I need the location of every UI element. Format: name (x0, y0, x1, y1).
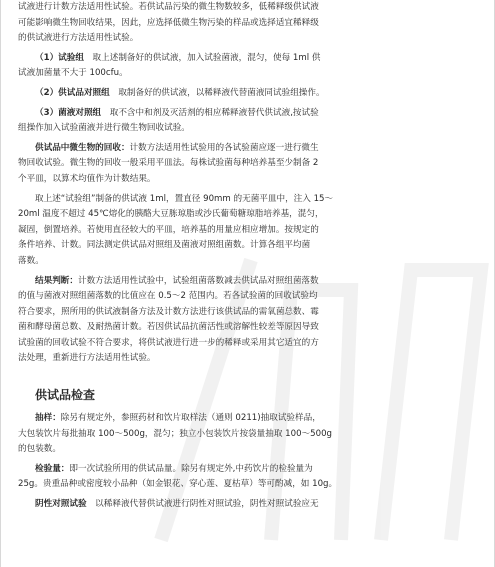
paragraph (18, 274, 464, 368)
line-text: 取制备好的供试液，以稀释液代替菌液同试验组操作。 (109, 87, 325, 98)
text-line (18, 156, 464, 172)
text-line (18, 31, 464, 47)
text-line (18, 411, 464, 427)
text-line (18, 320, 464, 336)
text-line (18, 254, 464, 270)
line-text: 20ml 温度不超过 45℃熔化的胰酪大豆胨琼脂或沙氏葡萄糖琼脂培养基，混匀， (18, 209, 324, 220)
text-line (18, 289, 464, 305)
text-line (18, 106, 464, 122)
text-line (18, 336, 464, 352)
text-line (18, 172, 464, 188)
text-line (18, 51, 464, 67)
body-text-bottom (18, 411, 464, 517)
paragraph (18, 141, 464, 188)
text-line (18, 442, 464, 458)
line-text: 凝固，倒置培养。若使用直径较大的平皿，培养基的用量应相应增加。按规定的 (18, 224, 319, 235)
section-heading: 供试品检查 (35, 388, 96, 403)
line-text: 的值与菌液对照组菌落数的比值应在 0.5～2 范围内。若各试验菌的回收试验均 (18, 291, 318, 302)
line-text: 以稀释液代替供试液进行阴性对照试验，阴性对照试验应无 (86, 499, 319, 510)
text-line (18, 223, 464, 239)
paragraph-lead-label: （3）菌液对照组 (35, 107, 102, 118)
paragraph (18, 462, 464, 493)
text-line (18, 66, 464, 82)
paragraph-lead-label: 供试品中微生物的回收： (35, 142, 130, 153)
paragraph (18, 51, 464, 82)
paragraph-lead-label: （1）试验组 (35, 52, 84, 63)
line-text: 组操作加入试验菌液并进行微生物回收试验。 (18, 123, 190, 134)
line-text: 菌和酵母菌总数、及耐热菌计数。若因供试品抗菌活性或溶解性较差等原因导致 (18, 322, 319, 333)
text-line (18, 497, 464, 513)
line-text: 物回收试验。微生物的回收一般采用平皿法。每株试验菌每种培养基至少制备 2 (18, 158, 319, 169)
text-line (18, 192, 464, 208)
paragraph-lead-label: 结果判断： (35, 275, 78, 286)
line-text: 25g。贵重品种或密度较小品种（如金银花、穿心莲、夏枯草）等可酌减，如 10g。 (18, 479, 338, 490)
spacer (18, 513, 464, 517)
line-text: 的供试液进行方法适用性试验。 (18, 33, 139, 44)
paragraph (18, 497, 464, 513)
line-text: 取上述“试验组”制备的供试液 1ml，置直径 90mm 的无菌平皿中，注入 15～ (35, 193, 334, 204)
paragraph-lead-label: 阴性对照试验 (35, 499, 87, 510)
line-text: 取不含中和剂及灭活剂的相应稀释液替代供试液,按试验 (101, 107, 319, 118)
text-line (18, 86, 464, 102)
spacer (18, 403, 464, 411)
text-line (18, 207, 464, 223)
line-text: 法处理，重新进行方法适用性试验。 (18, 353, 156, 364)
text-line (18, 477, 464, 493)
line-text: 除另有规定外，参照药材和饮片取样法（通则 0211)抽取试验样品， (60, 413, 321, 424)
paragraph (18, 411, 464, 458)
line-text: 试液进行计数方法适用性试验。若供试品污染的微生物数较多，低稀释级供试液 (18, 2, 319, 12)
spacer (18, 371, 464, 387)
line-text: 落数。 (18, 255, 44, 266)
text-line (18, 305, 464, 321)
text-line (18, 274, 464, 290)
text-line (18, 121, 464, 137)
paragraph-lead-label: （2）供试品对照组 (35, 87, 110, 98)
paragraph-lead-label: 抽样： (35, 413, 61, 424)
line-text: 符合要求，照所用的供试液制备方法及计数方法进行该供试品的需氧菌总数、霉 (18, 306, 319, 317)
paragraph (18, 86, 464, 102)
text-line (18, 462, 464, 478)
line-text: 大包装饮片每批抽取 100～500g，混匀；独立小包装饮片按袋量抽取 100～500g (18, 428, 333, 439)
line-text: 试验菌的回收试验不符合要求，将供试液进行进一步的稀释或采用其它适宜的方 (18, 337, 319, 348)
paragraph (18, 192, 464, 270)
text-line (18, 0, 464, 16)
body-text-top (18, 0, 464, 371)
line-text: 个平皿，以算术均值作为计数结果。 (18, 173, 156, 184)
line-text: 即一次试验所用的供试品量。除另有规定外,中药饮片的检验量为 (69, 463, 313, 474)
line-text: 条件培养、计数。同法测定供试品对照组及菌液对照组菌数。计算各组平均菌 (18, 240, 311, 251)
text-line (18, 427, 464, 443)
line-text: 计数方法适用性试验用的各试验菌应逐一进行微生 (129, 142, 319, 153)
text-line (18, 238, 464, 254)
line-text: 的包装数。 (18, 444, 61, 455)
line-text: 取上述制备好的供试液，加入试验菌液，混匀，使每 1ml 供 (83, 52, 321, 63)
paragraph (18, 106, 464, 137)
paragraph-lead-label: 检验量： (35, 463, 70, 474)
text-line (18, 351, 464, 367)
line-text: 可能影响微生物回收结果，因此，应选择低微生物污染的样品或选择适宜稀释级 (18, 17, 319, 28)
line-text: 计数方法适用性试验中，试验组菌落数减去供试品对照组菌落数 (77, 275, 319, 286)
line-text: 试液加菌量不大于 100cfu。 (18, 68, 128, 79)
text-line (18, 16, 464, 32)
text-line (18, 141, 464, 157)
paragraph (18, 0, 464, 47)
